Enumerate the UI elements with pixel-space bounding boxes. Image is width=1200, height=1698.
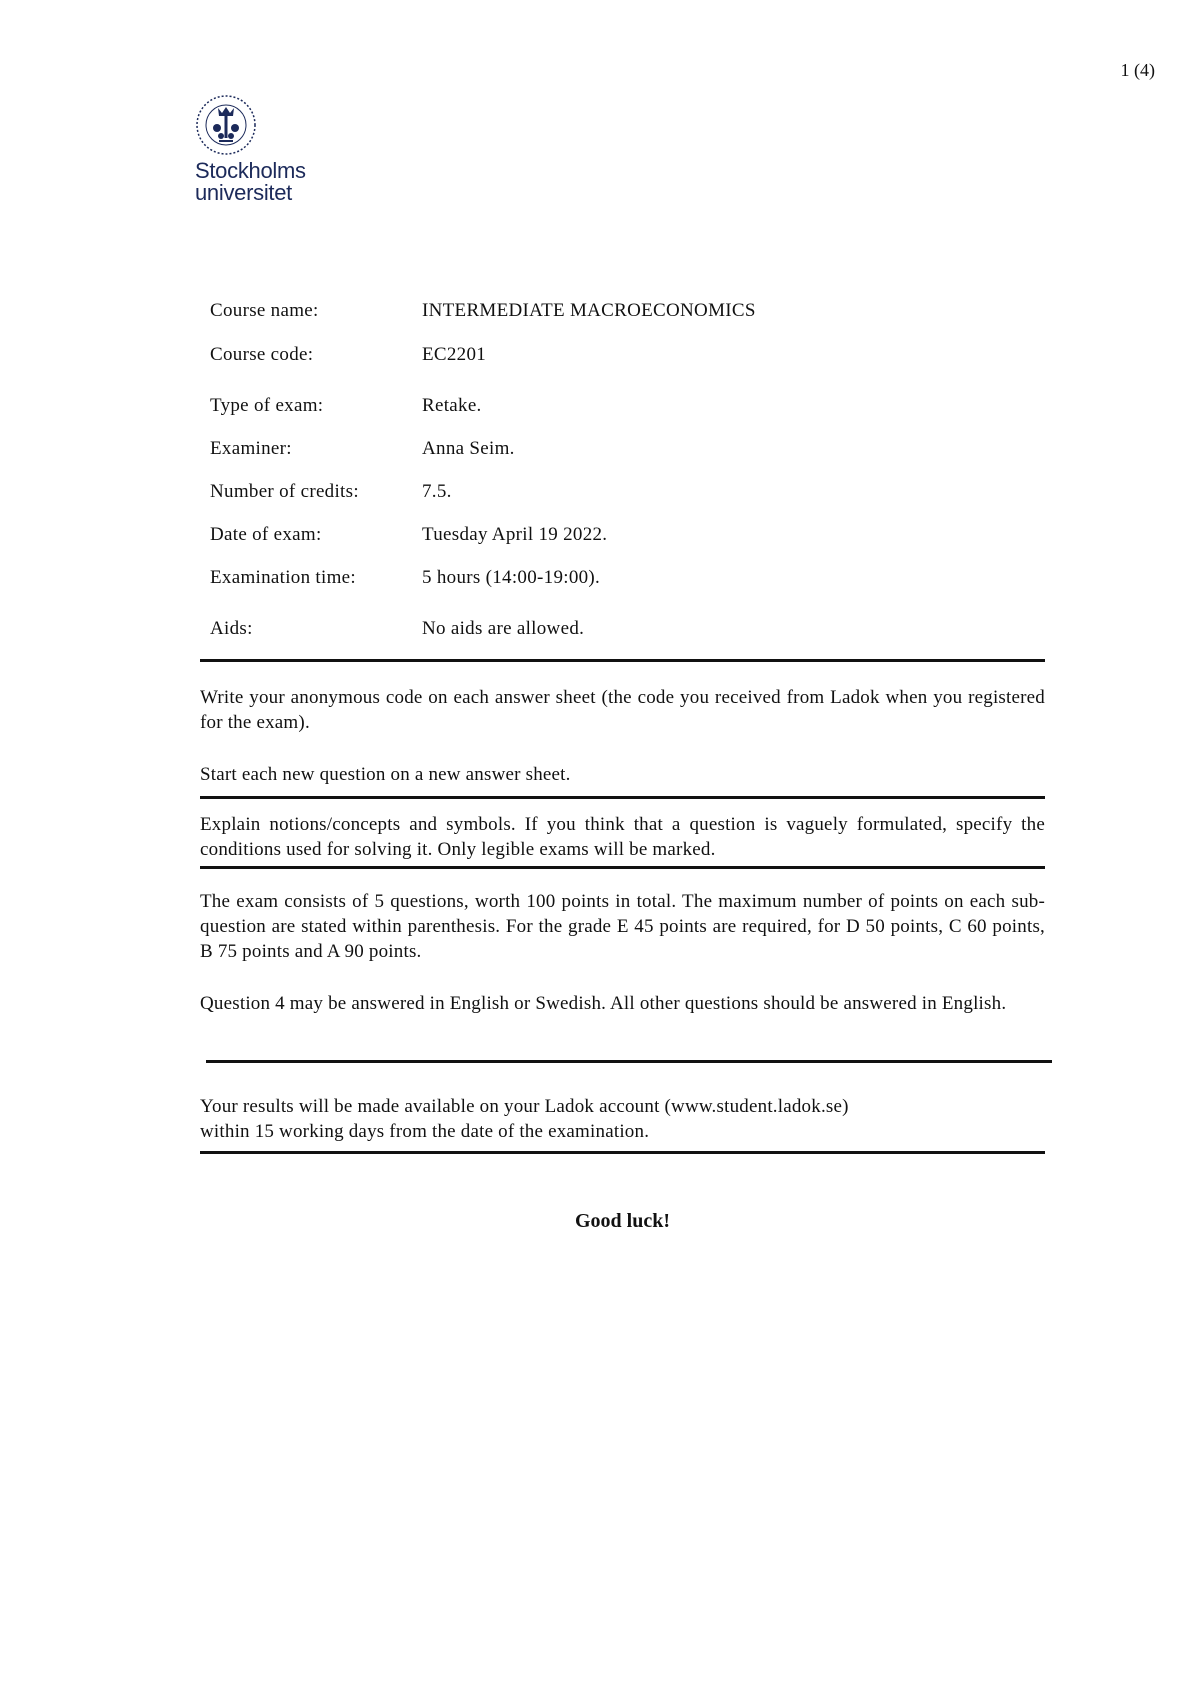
anonymous-code-instruction: Write your anonymous code on each answer sheet (the code you received from Ladok when you registered for the exam). xyxy=(200,687,1045,733)
university-logo xyxy=(195,94,325,204)
info-value: No aids are allowed. xyxy=(422,618,585,639)
info-label: Course code: xyxy=(210,344,314,365)
info-label: Number of credits: xyxy=(210,481,359,502)
course-info-table xyxy=(210,300,1040,648)
divider xyxy=(200,866,1045,869)
info-label: Course name: xyxy=(210,300,319,321)
info-row-examiner xyxy=(210,438,1040,481)
info-row-aids xyxy=(210,618,1040,648)
info-row-date xyxy=(210,524,1040,567)
info-row-course-code xyxy=(210,344,1040,395)
info-value: Retake. xyxy=(422,395,482,416)
info-label: Date of exam: xyxy=(210,524,322,545)
info-row-exam-type xyxy=(210,395,1040,438)
info-label: Type of exam: xyxy=(210,395,324,416)
divider xyxy=(206,1060,1052,1063)
info-value: INTERMEDIATE MACROECONOMICS xyxy=(422,300,756,321)
divider xyxy=(200,659,1045,662)
results-line-1: Your results will be made available on your Ladok account (www.student.ladok.se) xyxy=(200,1096,849,1117)
explain-instruction: Explain notions/concepts and symbols. If you think that a question is vaguely formulated, specify the conditions used for solving it. Only legible exams will be marked. xyxy=(200,814,1045,860)
divider xyxy=(200,796,1045,799)
info-label: Examiner: xyxy=(210,438,292,459)
page-number: 1 (4) xyxy=(1120,60,1155,80)
info-value: 7.5. xyxy=(422,481,452,502)
results-line-2: within 15 working days from the date of the examination. xyxy=(200,1121,650,1142)
info-value: 5 hours (14:00-19:00). xyxy=(422,567,601,588)
new-sheet-instruction: Start each new question on a new answer sheet. xyxy=(200,764,571,785)
info-label: Aids: xyxy=(210,618,253,639)
info-value: Anna Seim. xyxy=(422,438,515,459)
info-value: EC2201 xyxy=(422,344,487,365)
points-instruction: The exam consists of 5 questions, worth 100 points in total. The maximum number of points on each sub-question are stated within parenthesis. For the grade E 45 points are required, for D 50 points, C 60 points, B 75 points and A 90 points. xyxy=(200,891,1045,962)
info-row-course-name xyxy=(210,300,1040,344)
results-instruction xyxy=(200,1094,1045,1144)
logo-line-1: Stockholms xyxy=(195,158,306,183)
info-row-credits xyxy=(210,481,1040,524)
university-seal-icon xyxy=(195,94,257,156)
logo-line-2: universitet xyxy=(195,180,292,205)
info-row-exam-time xyxy=(210,567,1040,618)
language-instruction: Question 4 may be answered in English or Swedish. All other questions should be answered in English. xyxy=(200,993,1007,1014)
info-label: Examination time: xyxy=(210,567,356,588)
divider xyxy=(200,1151,1045,1154)
info-value: Tuesday April 19 2022. xyxy=(422,524,608,545)
closing-text: Good luck! xyxy=(574,1210,671,1232)
